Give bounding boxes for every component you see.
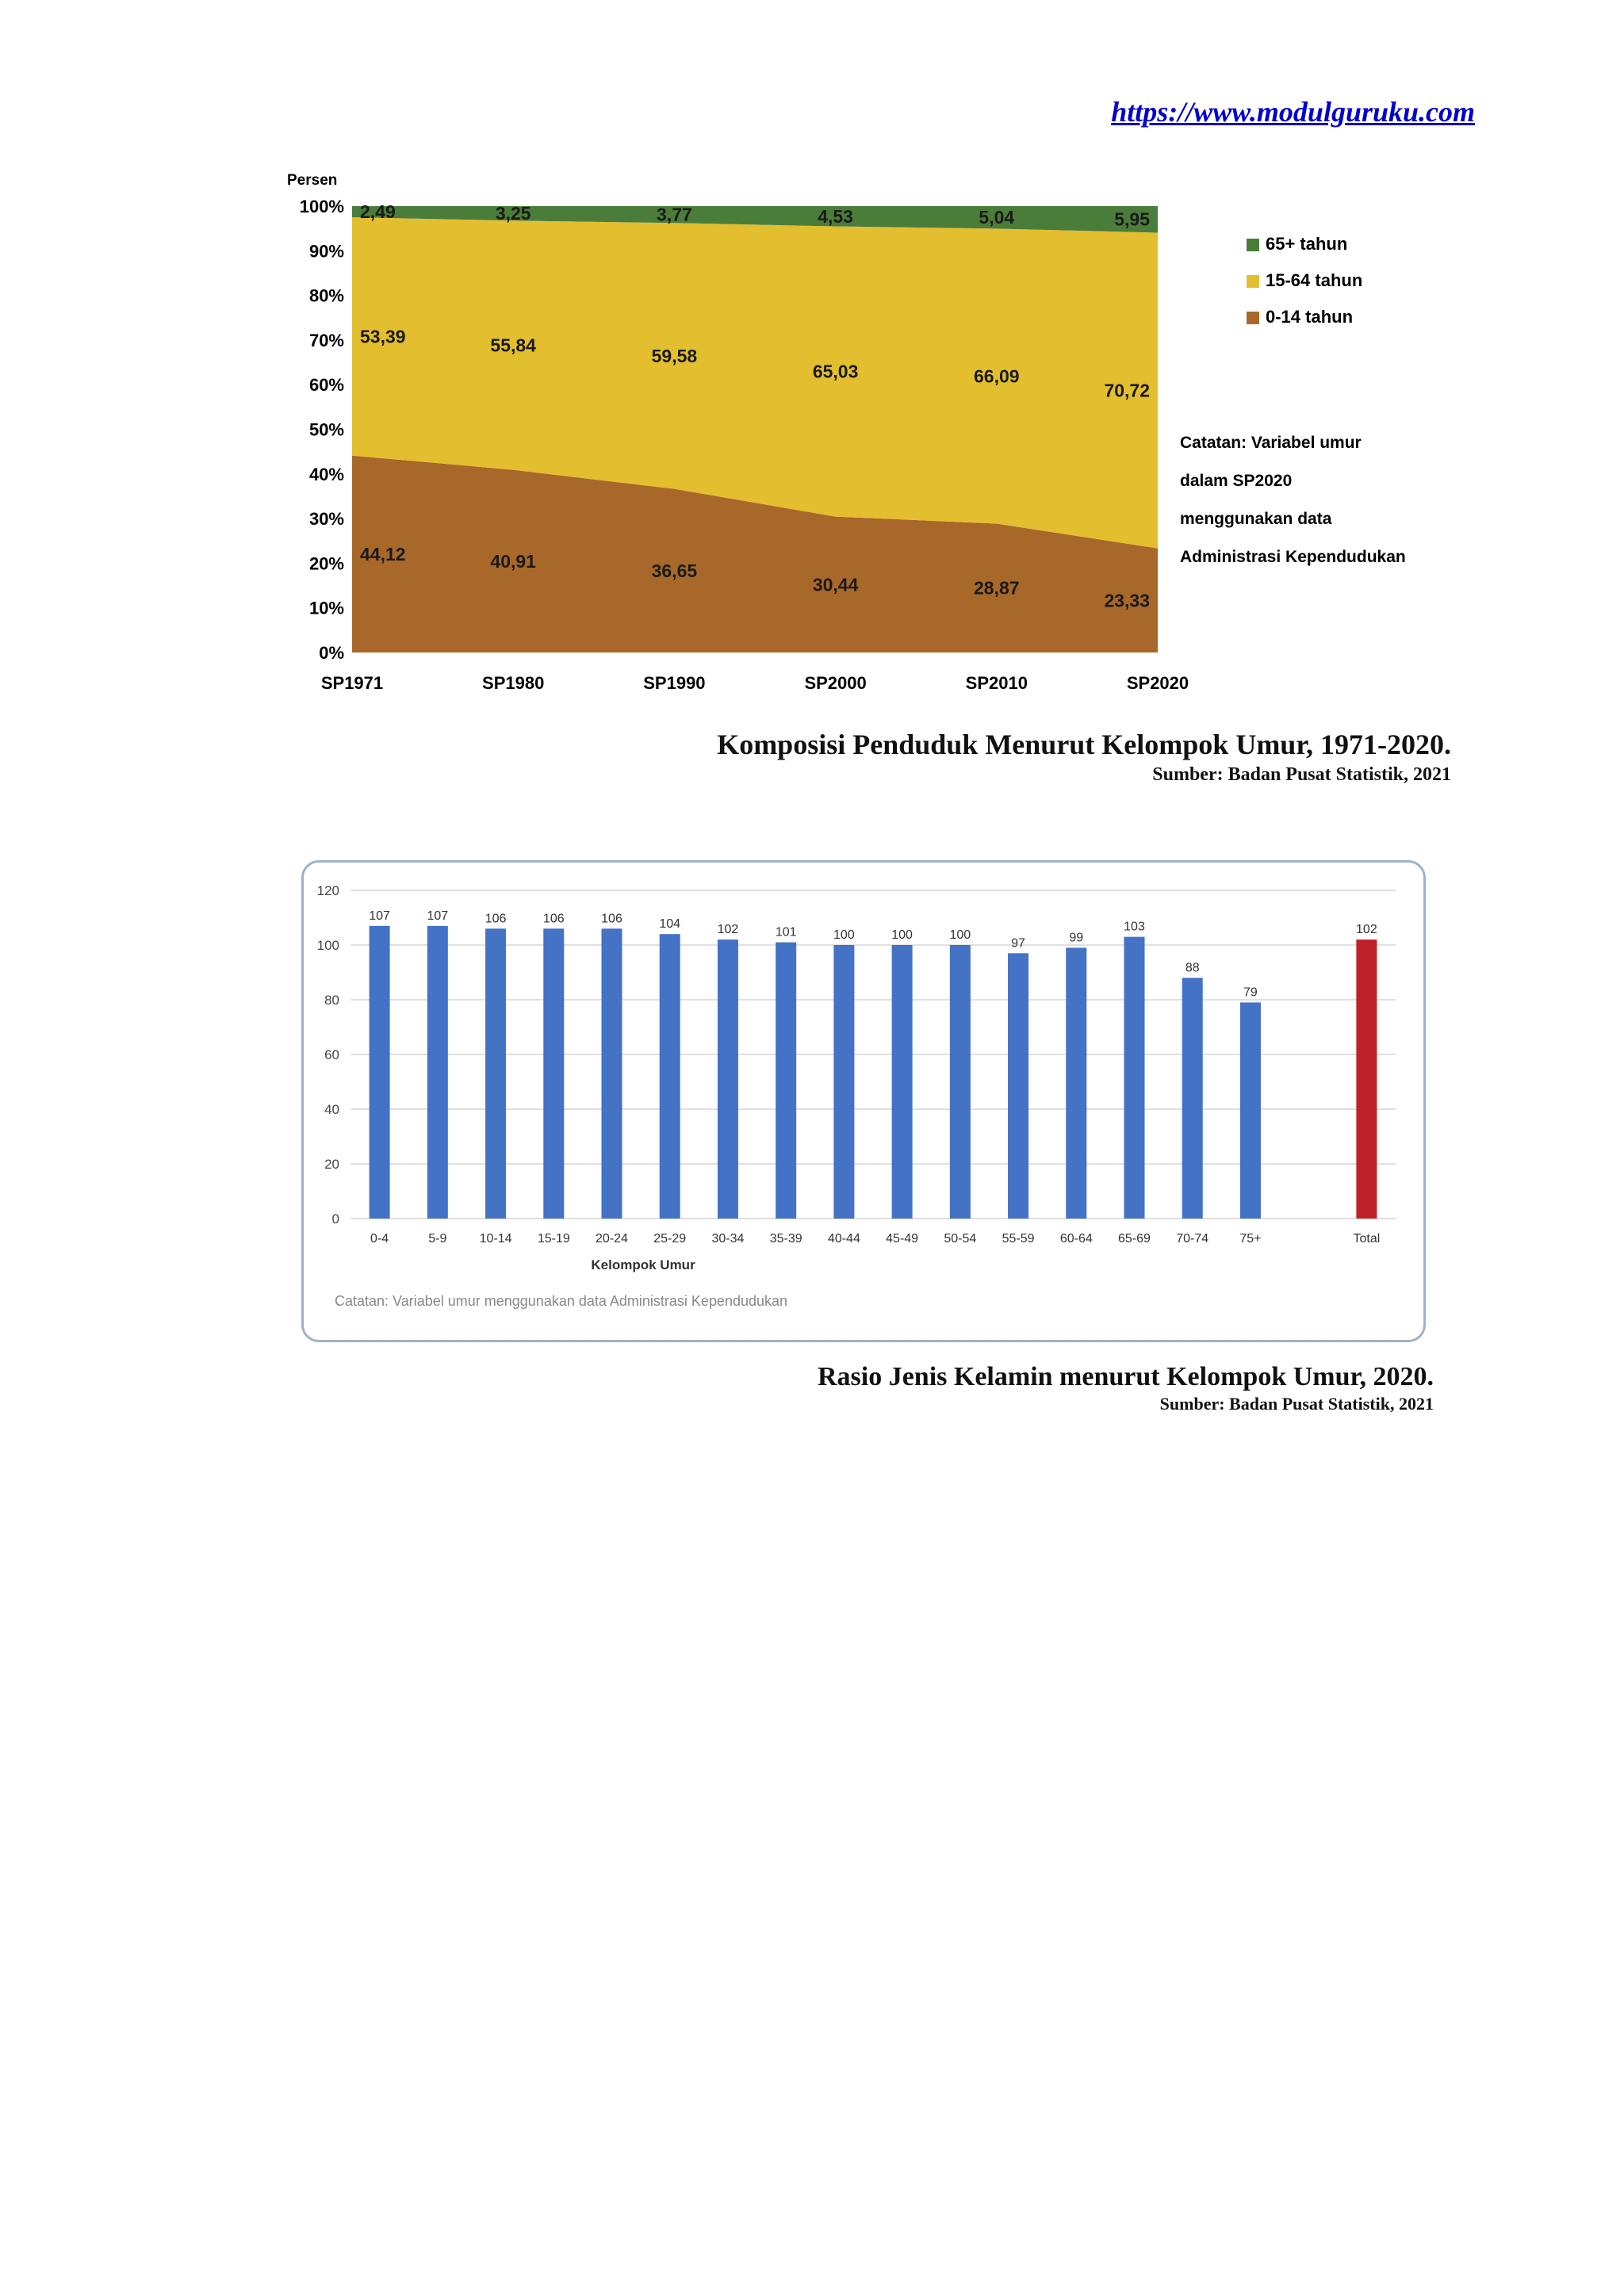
- bar-x-tick-label: Total: [1353, 1232, 1381, 1246]
- area-legend-swatch: [1247, 312, 1259, 324]
- age-composition-area-chart: [278, 163, 1467, 702]
- area-x-tick-label: SP2020: [1126, 673, 1189, 693]
- bar-value-label: 101: [775, 925, 797, 939]
- bar-x-tick-label: 30-34: [711, 1232, 745, 1246]
- bar-value-label: 102: [1356, 923, 1377, 937]
- bar-x-tick-label: 10-14: [479, 1232, 512, 1246]
- area-data-label: 5,95: [1114, 209, 1150, 230]
- bar-x-axis-label: Kelompok Umur: [591, 1257, 695, 1272]
- bar-x-tick-label: 50-54: [944, 1232, 977, 1246]
- area-legend-label: 65+ tahun: [1266, 234, 1348, 254]
- bar-40-44: [833, 945, 854, 1219]
- bar-value-label: 99: [1069, 931, 1084, 945]
- bar-60-64: [1066, 947, 1086, 1219]
- area-y-tick-label: 40%: [308, 464, 344, 484]
- area-y-tick-label: 10%: [308, 598, 344, 618]
- bar-30-34: [718, 939, 738, 1219]
- bar-value-label: 100: [891, 928, 913, 942]
- bar-x-tick-label: 45-49: [886, 1232, 919, 1246]
- bar-x-tick-label: 75+: [1239, 1232, 1262, 1246]
- area-data-label: 66,09: [974, 365, 1020, 387]
- bar-chart-caption: [818, 1362, 1434, 1414]
- area-data-label: 4,53: [818, 205, 853, 227]
- area-data-label: 5,04: [979, 207, 1015, 228]
- bar-value-label: 106: [542, 912, 565, 926]
- sex-ratio-bar-chart: [285, 876, 1411, 1320]
- bar-value-label: 107: [427, 909, 449, 923]
- area-y-tick-label: 100%: [299, 197, 344, 216]
- bar-value-label: 88: [1185, 961, 1200, 975]
- area-note-line: Catatan: Variabel umur: [1180, 434, 1362, 452]
- area-data-label: 55,84: [490, 335, 536, 356]
- area-chart-caption: [717, 728, 1451, 786]
- area-y-tick-label: 30%: [308, 509, 344, 530]
- area-y-tick-label: 0%: [319, 643, 344, 663]
- area-y-axis-label: Persen: [287, 172, 338, 189]
- area-data-label: 23,33: [1104, 590, 1150, 611]
- area-y-tick-label: 70%: [308, 330, 344, 350]
- bar-chart-source: Sumber: Badan Pusat Statistik, 2021: [1159, 1394, 1434, 1414]
- bar-y-tick-label: 60: [324, 1047, 339, 1062]
- bar-35-39: [776, 943, 796, 1219]
- bar-x-tick-label: 20-24: [596, 1232, 628, 1246]
- area-chart-title: Komposisi Penduduk Menurut Kelompok Umur, 1971-2020.: [717, 729, 1451, 760]
- area-data-label: 53,39: [360, 326, 406, 347]
- bar-0-4: [370, 926, 390, 1219]
- bar-y-tick-label: 0: [331, 1211, 339, 1226]
- bar-value-label: 103: [1124, 920, 1145, 934]
- area-chart-source: Sumber: Badan Pusat Statistik, 2021: [1152, 764, 1451, 785]
- bar-5-9: [427, 926, 448, 1219]
- bar-x-tick-label: 0-4: [370, 1232, 389, 1246]
- bar-value-label: 97: [1011, 936, 1025, 951]
- area-data-label: 59,58: [651, 345, 698, 366]
- bar-value-label: 100: [949, 928, 971, 942]
- area-data-label: 44,12: [360, 543, 406, 564]
- bar-45-49: [892, 945, 913, 1219]
- area-note-line: Administrasi Kependudukan: [1180, 548, 1406, 566]
- bar-x-tick-label: 35-39: [769, 1232, 802, 1246]
- bar-y-tick-label: 20: [324, 1157, 339, 1172]
- bar-10-14: [485, 928, 506, 1219]
- bar-20-24: [602, 928, 622, 1219]
- area-y-tick-label: 80%: [308, 285, 344, 306]
- bar-value-label: 106: [601, 912, 622, 926]
- area-note-line: dalam SP2020: [1180, 472, 1293, 490]
- area-data-label: 40,91: [490, 550, 536, 572]
- bar-value-label: 79: [1243, 985, 1258, 1000]
- area-x-tick-label: SP1980: [482, 673, 545, 693]
- area-legend-label: 15-64 tahun: [1266, 270, 1363, 290]
- area-data-label: 70,72: [1104, 380, 1150, 401]
- bar-y-tick-label: 80: [324, 993, 339, 1008]
- bar-chart-title: Rasio Jenis Kelamin menurut Kelompok Umur, 2020.: [817, 1362, 1434, 1391]
- bar-x-tick-label: 5-9: [428, 1232, 447, 1246]
- bar-note: Catatan: Variabel umur menggunakan data Administrasi Kependudukan: [335, 1293, 788, 1309]
- bar-25-29: [660, 934, 680, 1219]
- area-x-tick-label: SP2010: [965, 673, 1028, 693]
- bar-Total: [1356, 939, 1377, 1219]
- bar-y-tick-label: 100: [316, 938, 339, 953]
- bar-y-tick-label: 120: [316, 883, 339, 898]
- area-data-label: 28,87: [974, 577, 1020, 599]
- bar-x-tick-label: 70-74: [1176, 1232, 1209, 1246]
- bar-x-tick-label: 40-44: [827, 1232, 860, 1246]
- bar-75+: [1240, 1002, 1261, 1219]
- header-url-link[interactable]: https://www.modulguruku.com: [1111, 96, 1475, 128]
- bar-65-69: [1124, 937, 1145, 1219]
- bar-value-label: 104: [659, 917, 681, 932]
- area-data-label: 65,03: [812, 361, 859, 382]
- area-data-label: 2,49: [360, 201, 396, 223]
- area-data-label: 3,77: [657, 204, 692, 225]
- bar-y-tick-label: 40: [324, 1102, 339, 1117]
- area-note-line: menggunakan data: [1180, 510, 1332, 528]
- area-y-tick-label: 60%: [308, 375, 344, 396]
- area-data-label: 3,25: [495, 203, 531, 224]
- bar-value-label: 100: [833, 928, 855, 942]
- area-y-tick-label: 50%: [308, 419, 344, 440]
- area-data-label: 30,44: [812, 574, 859, 595]
- bar-x-tick-label: 60-64: [1059, 1232, 1093, 1246]
- bar-x-tick-label: 15-19: [537, 1232, 570, 1246]
- bar-55-59: [1008, 953, 1028, 1219]
- bar-value-label: 106: [485, 912, 507, 926]
- bar-value-label: 107: [369, 909, 390, 923]
- bar-value-label: 102: [717, 923, 739, 937]
- area-data-label: 36,65: [651, 560, 698, 581]
- bar-50-54: [950, 945, 971, 1219]
- area-y-tick-label: 90%: [308, 241, 344, 262]
- bar-x-tick-label: 25-29: [653, 1232, 687, 1246]
- area-x-tick-label: SP1971: [320, 673, 384, 693]
- area-y-tick-label: 20%: [308, 553, 344, 574]
- area-legend-swatch: [1247, 239, 1259, 251]
- bar-x-tick-label: 55-59: [1002, 1232, 1035, 1246]
- area-legend-label: 0-14 tahun: [1266, 307, 1354, 327]
- bar-x-tick-label: 65-69: [1118, 1232, 1151, 1246]
- bar-70-74: [1182, 978, 1203, 1219]
- area-x-tick-label: SP2000: [804, 673, 867, 693]
- bar-15-19: [543, 928, 564, 1219]
- area-legend-swatch: [1247, 275, 1259, 288]
- area-x-tick-label: SP1990: [643, 673, 706, 693]
